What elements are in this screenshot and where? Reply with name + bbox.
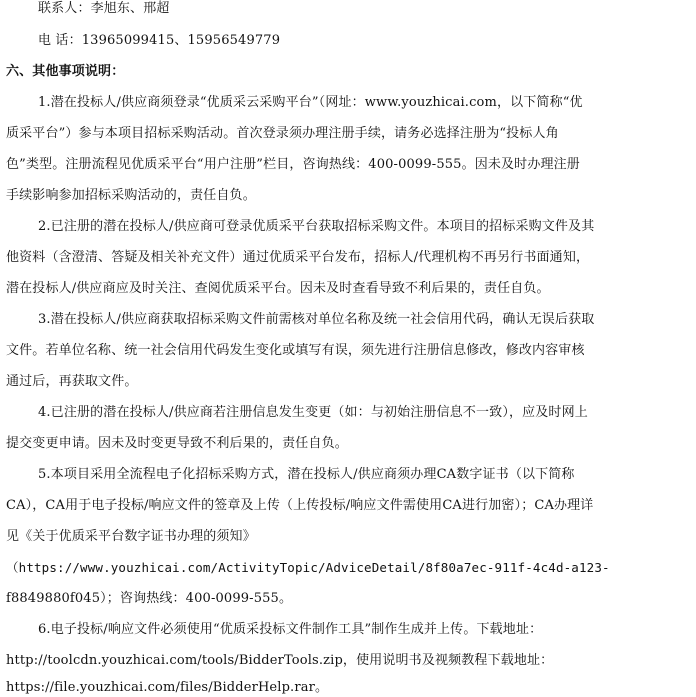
item3-line3: 通过后，再获取文件。 <box>6 374 138 389</box>
item5-line3: 见《关于优质采平台数字证书办理的须知》 <box>6 529 256 544</box>
item1-line4: 手续影响参加招标采购活动的，责任自负。 <box>6 188 256 203</box>
item5-line2: CA），CA用于电子投标/响应文件的签章及上传（上传投标/响应文件需使用CA进行加密）；CA办理详 <box>6 498 594 513</box>
item5-line4-url: （https://www.youzhicai.com/ActivityTopic/AdviceDetail/8f80a7ec-911f-4c4d-a123- <box>6 560 610 575</box>
item5-line5: f8849880f045）；咨询热线：400-0099-555。 <box>6 591 293 606</box>
item2-line2: 他资料（含澄清、答疑及相关补充文件）通过优质采平台发布，招标人/代理机构不再另行书面通知， <box>6 250 590 265</box>
contact-persons: 联系人：李旭东、邢超 <box>38 1 170 16</box>
item4-line1: 4.已注册的潜在投标人/供应商若注册信息发生变更（如：与初始注册信息不一致），应及时网上 <box>38 405 588 420</box>
item1-line1: 1.潜在投标人/供应商须登录“优质采云采购平台”（网址：www.youzhicai.com，以下简称“优 <box>38 95 583 110</box>
item1-line3: 色”类型。注册流程见优质采平台“用户注册”栏目，咨询热线：400-0099-555。因未及时办理注册 <box>6 157 580 172</box>
item3-line1: 3.潜在投标人/供应商获取招标采购文件前需核对单位名称及统一社会信用代码，确认无误后获取 <box>38 312 595 327</box>
contact-phone: 电 话：13965099415、15956549779 <box>38 33 281 48</box>
item5-line1: 5.本项目采用全流程电子化招标采购方式，潜在投标人/供应商须办理CA数字证书（以下简称 <box>38 467 575 482</box>
item6-line2-url: http://toolcdn.youzhicai.com/tools/BidderTools.zip，使用说明书及视频教程下载地址： <box>6 653 554 668</box>
item6-line1: 6.电子投标/响应文件必须使用“优质采投标文件制作工具”制作生成并上传。下载地址： <box>38 622 543 637</box>
item3-line2: 文件。若单位名称、统一社会信用代码发生变化或填写有误，须先进行注册信息修改，修改内容审核 <box>6 343 585 358</box>
item2-line1: 2.已注册的潜在投标人/供应商可登录优质采平台获取招标采购文件。本项目的招标采购文件及其 <box>38 219 595 234</box>
item2-line3: 潜在投标人/供应商应及时关注、查阅优质采平台。因未及时查看导致不利后果的，责任自负。 <box>6 281 550 296</box>
item1-line2: 质采平台”）参与本项目招标采购活动。首次登录须办理注册手续，请务必选择注册为“投标人角 <box>6 126 559 141</box>
section-heading: 六、其他事项说明： <box>6 64 125 79</box>
item6-line3-url: https://file.youzhicai.com/files/BidderHelp.rar。 <box>6 680 329 695</box>
item4-line2: 提交变更申请。因未及时变更导致不利后果的，责任自负。 <box>6 436 348 451</box>
